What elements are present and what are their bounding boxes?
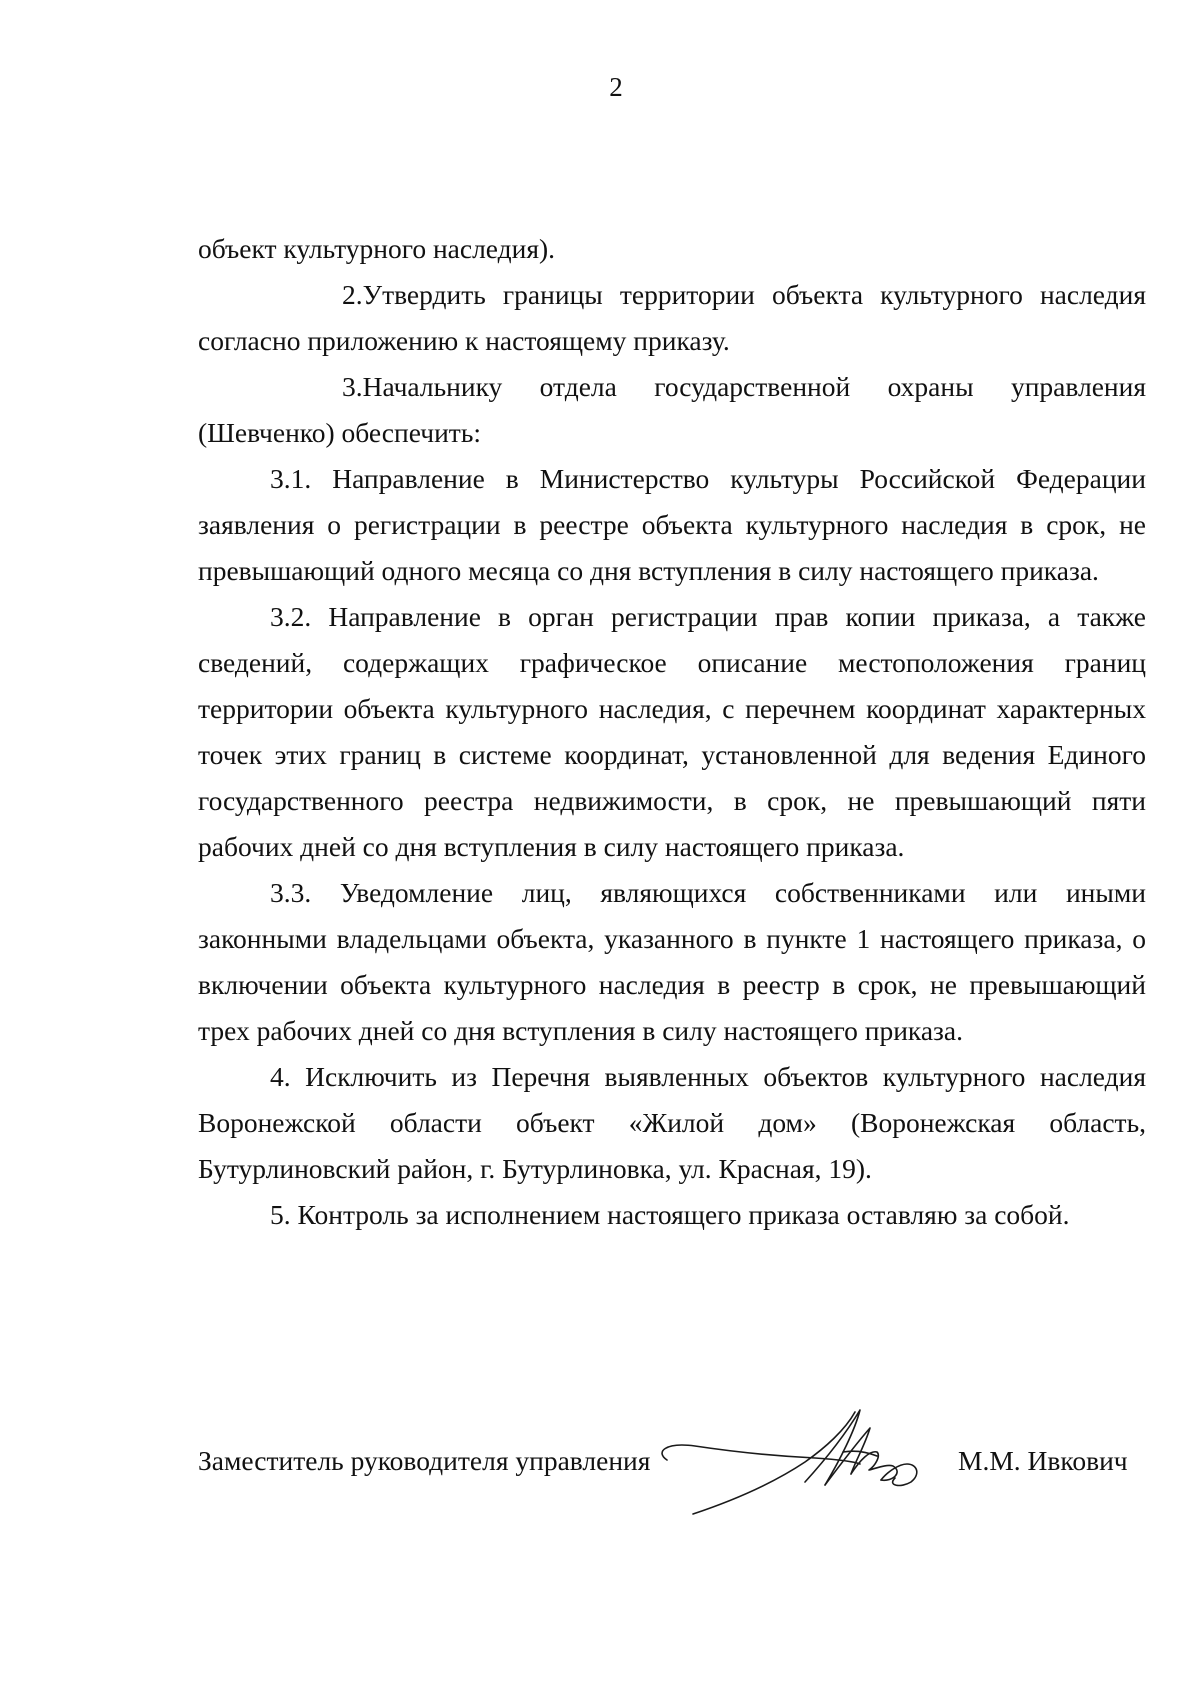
- signer-name: М.М. Ивкович: [958, 1445, 1128, 1476]
- item-number: 3.: [342, 371, 363, 402]
- paragraph-continuation: объект культурного наследия).: [198, 233, 556, 264]
- item-text: Утвердить границы территории объекта культурного наследия согласно приложению к настоящему приказу.: [198, 279, 1146, 356]
- paragraph-item-3: [198, 364, 1146, 456]
- document-body: [198, 226, 1146, 1238]
- page-number: 2: [609, 72, 623, 102]
- paragraph-item-4: 4. Исключить из Перечня выявленных объектов культурного наследия Воронежской области объект «Жилой дом» (Воронежская область, Бутурлиновский район, г. Бутурлиновка, ул. Красная, 19).: [198, 1061, 1146, 1184]
- item-number: 2.: [342, 279, 363, 310]
- paragraph-item-5: 5. Контроль за исполнением настоящего приказа оставляю за собой.: [270, 1199, 1070, 1230]
- item-text: Начальнику отдела государственной охраны управления (Шевченко) обеспечить:: [198, 371, 1146, 448]
- paragraph-item-3-3: 3.3. Уведомление лиц, являющихся собственниками или иными законными владельцами объекта, указанного в пункте 1 настоящего приказа, о включении объекта культурного наследия в реестр в срок, не превышающий трех рабочих дней со дня вступления в силу настоящего приказа.: [198, 877, 1146, 1046]
- signer-position: Заместитель руководителя управления: [198, 1445, 651, 1476]
- paragraph-item-3-1: 3.1. Направление в Министерство культуры Российской Федерации заявления о регистрации в реестре объекта культурного наследия в срок, не превышающий одного месяца со дня вступления в силу настоящего приказа.: [198, 463, 1146, 586]
- paragraph-item-3-2: 3.2. Направление в орган регистрации прав копии приказа, а также сведений, содержащих графическое описание местоположения границ территории объекта культурного наследия, с перечнем координат характерных точек этих границ в системе координат, установленной для ведения Единого государственного реестра недвижимости, в срок, не превышающий пяти рабочих дней со дня вступления в силу настоящего приказа.: [198, 601, 1146, 862]
- paragraph-item-2: [198, 272, 1146, 364]
- handwritten-signature: [655, 1390, 945, 1530]
